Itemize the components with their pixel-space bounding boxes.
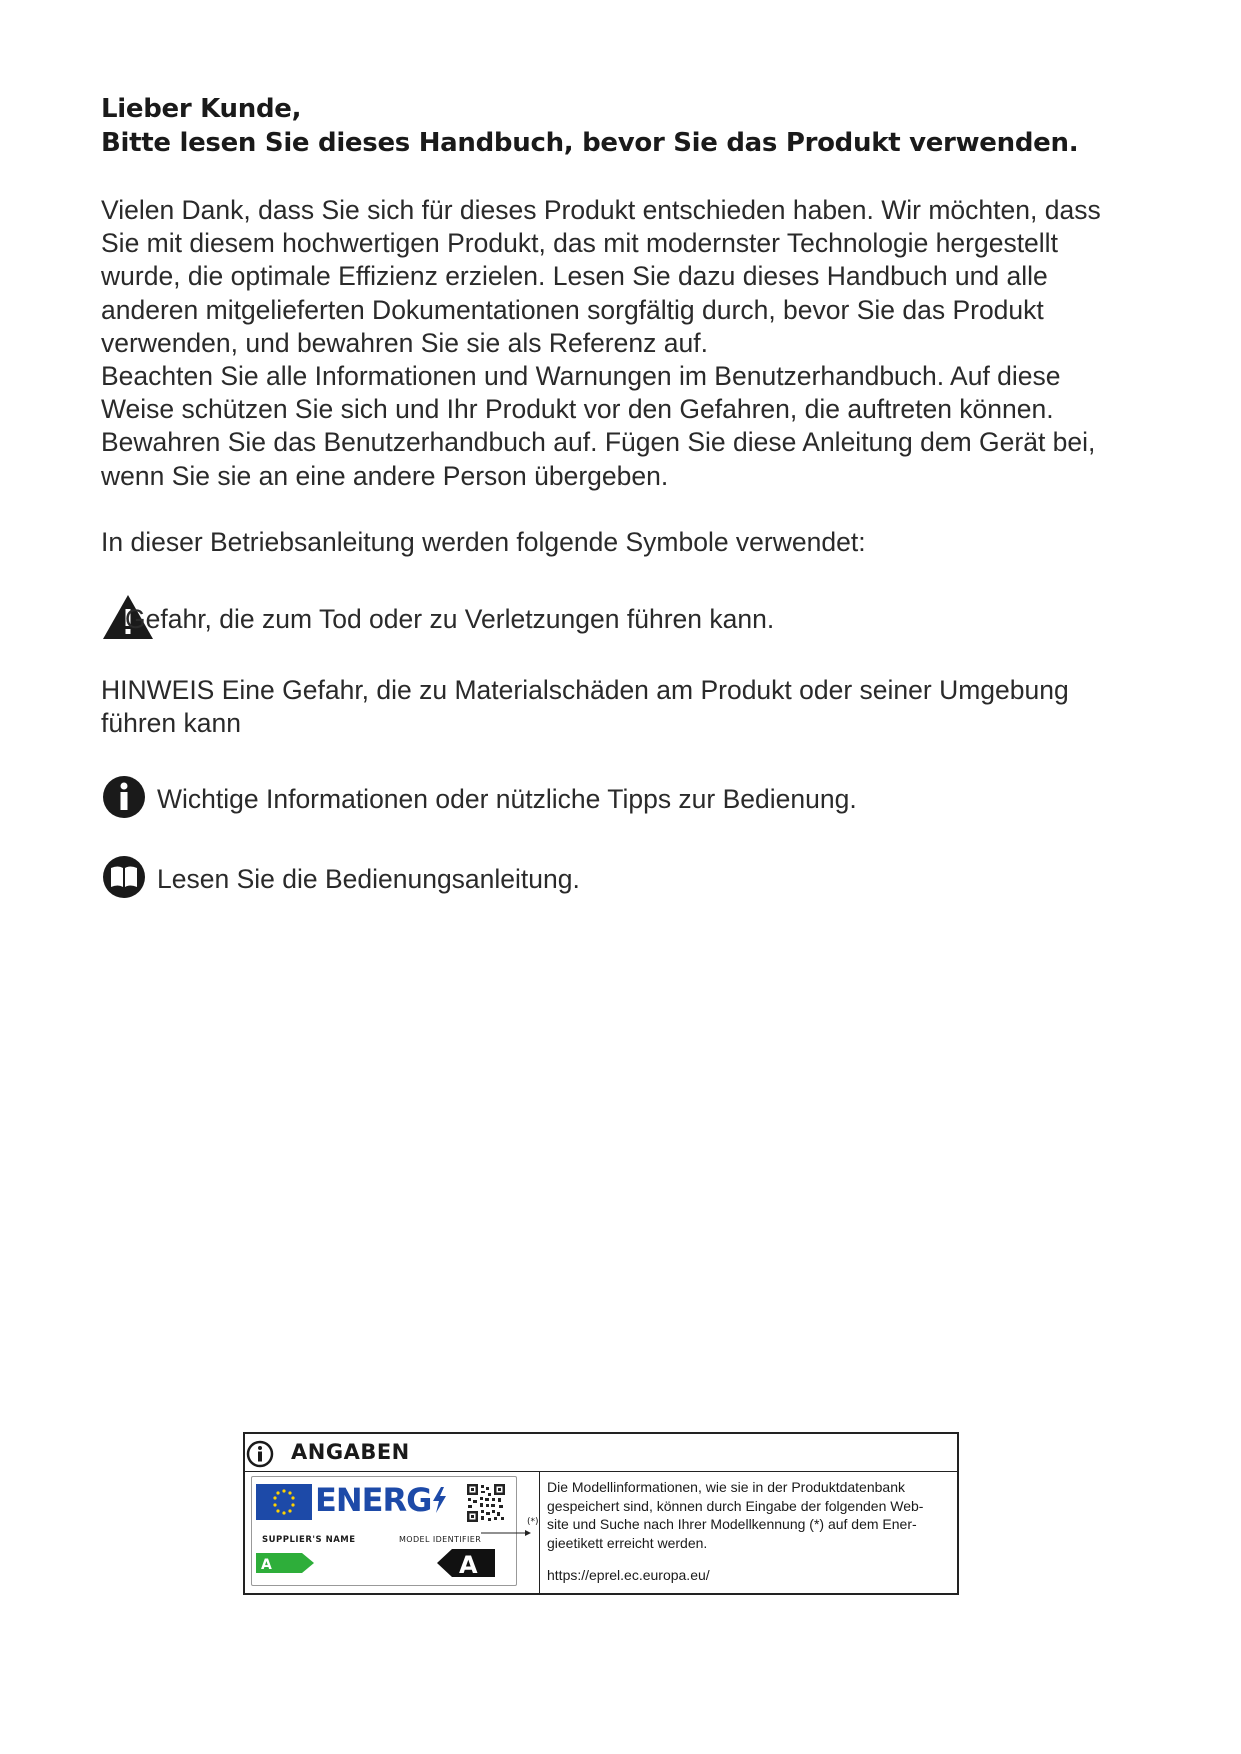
model-identifier: MODEL IDENTIFIER xyxy=(399,1535,482,1544)
qr-code-icon xyxy=(466,1483,506,1527)
model-info-line: gespeichert sind, können durch Eingabe der folgenden Web- xyxy=(547,1497,924,1514)
energy-class-arrows xyxy=(252,1547,516,1579)
reference-mark: (*) xyxy=(527,1517,539,1527)
model-info-line: site und Suche nach Ihrer Modellkennung (*) auf dem Ener- xyxy=(547,1516,917,1533)
information-box xyxy=(243,1432,959,1595)
danger-text: Gefahr, die zum Tod oder zu Verletzungen führen kann. xyxy=(125,603,775,634)
greeting xyxy=(101,92,1078,160)
model-info-text xyxy=(547,1478,947,1585)
intro-line: Weise schützen Sie sich und Ihr Produkt vor den Gefahren, die auftreten können. xyxy=(101,394,1054,425)
eprel-link[interactable]: https://eprel.ec.europa.eu/ xyxy=(547,1567,710,1584)
energy-class-big: A xyxy=(459,1551,478,1579)
intro-line: Bewahren Sie das Benutzerhandbuch auf. Fügen Sie diese Anleitung dem Gerät bei, xyxy=(101,427,1096,458)
notice-line-2: führen kann xyxy=(101,708,241,738)
intro-paragraph xyxy=(101,194,1161,493)
intro-line: Beachten Sie alle Informationen und Warnungen im Benutzerhandbuch. Auf diese xyxy=(101,361,1061,392)
manual-row xyxy=(101,854,580,904)
symbols-intro: In dieser Betriebsanleitung werden folgende Symbole verwendet: xyxy=(101,527,866,557)
energy-wordmark-text: ENERG xyxy=(315,1481,432,1519)
info-text: Wichtige Informationen oder nützliche Tipps zur Bedienung. xyxy=(157,783,857,814)
eu-flag-icon xyxy=(256,1484,312,1520)
lightning-icon xyxy=(431,1481,447,1519)
notice-line-1: HINWEIS Eine Gefahr, die zu Materialschäden am Produkt oder seiner Umgebung xyxy=(101,675,1069,705)
info-row xyxy=(101,774,857,824)
model-info-line: Die Modellinformationen, wie sie in der Produktdatenbank xyxy=(547,1479,905,1495)
info-outline-icon xyxy=(246,1440,274,1472)
energy-class-small: A xyxy=(261,1557,272,1573)
manual-text: Lesen Sie die Bedienungsanleitung. xyxy=(157,863,580,894)
intro-line: Vielen Dank, dass Sie sich für dieses Produkt entschieden haben. Wir möchten, dass xyxy=(101,195,1101,225)
info-icon xyxy=(101,774,147,824)
model-info-line: gieetikett erreicht werden. xyxy=(547,1534,708,1551)
information-box-header xyxy=(245,1434,957,1472)
intro-line: Sie mit diesem hochwertigen Produkt, das mit modernster Technologie hergestellt xyxy=(101,228,1058,259)
supplier-name: SUPPLIER'S NAME xyxy=(262,1535,356,1545)
intro-line: wurde, die optimale Effizienz erzielen. Lesen Sie dazu dieses Handbuch und alle xyxy=(101,261,1048,292)
greeting-salutation: Lieber Kunde, xyxy=(101,94,302,124)
energy-wordmark xyxy=(315,1481,447,1519)
danger-row xyxy=(101,592,774,646)
information-box-title: ANGABEN xyxy=(291,1440,410,1464)
greeting-instruction: Bitte lesen Sie dieses Handbuch, bevor Sie das Produkt verwenden. xyxy=(101,128,1079,158)
energy-label xyxy=(251,1476,517,1586)
model-arrow-icon xyxy=(481,1528,531,1538)
energy-label-panel xyxy=(245,1472,540,1593)
intro-line: verwenden, und bewahren Sie sie als Referenz auf. xyxy=(101,327,708,358)
book-icon xyxy=(101,854,147,904)
intro-line: wenn Sie sie an eine andere Person übergeben. xyxy=(101,460,669,491)
intro-line: anderen mitgelieferten Dokumentationen sorgfältig durch, bevor Sie das Produkt xyxy=(101,294,1044,325)
